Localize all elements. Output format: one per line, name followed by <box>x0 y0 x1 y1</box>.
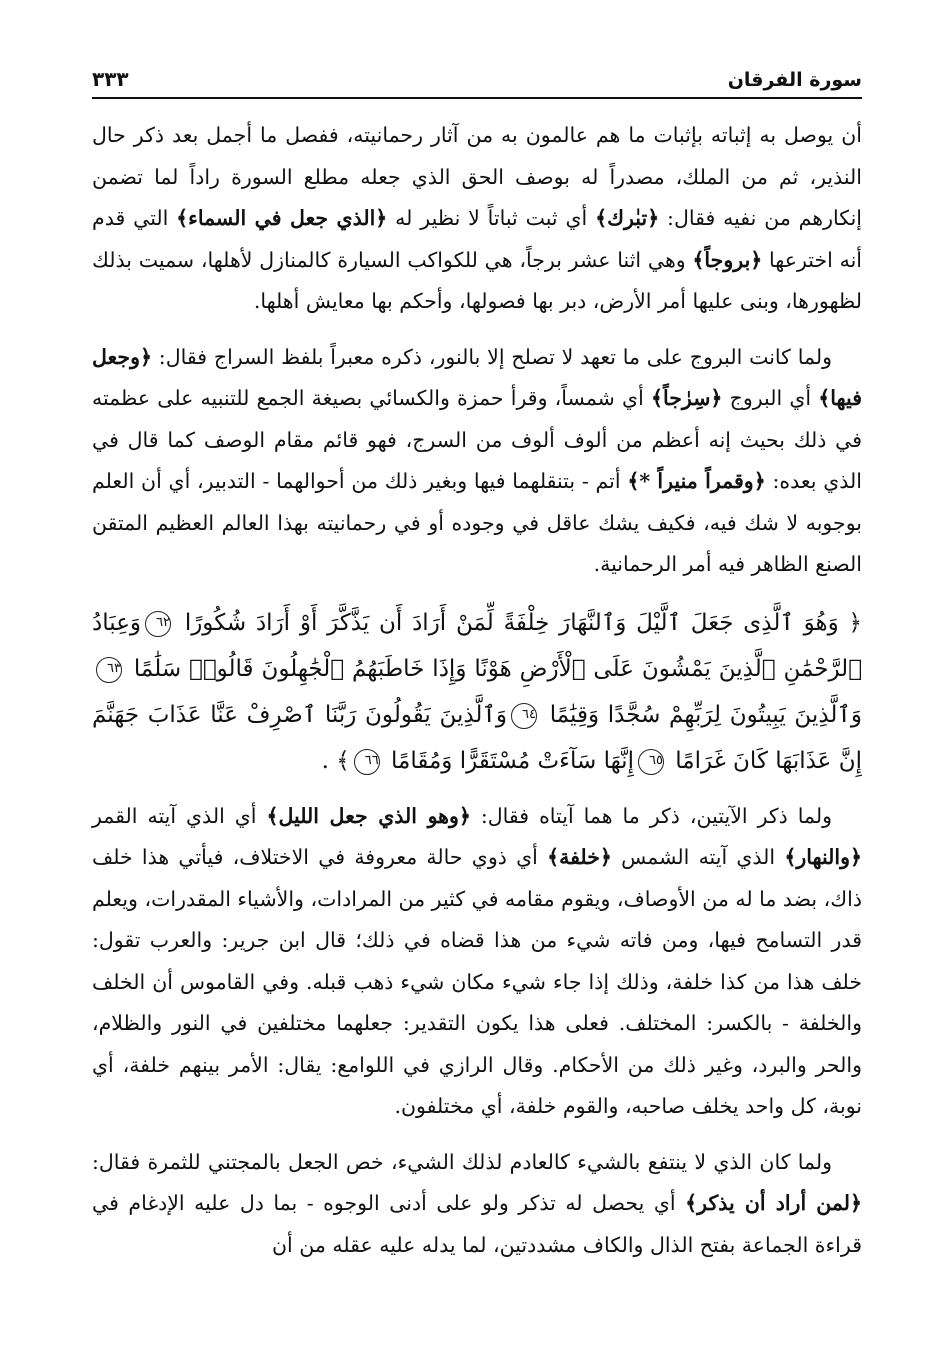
verse-number-marker: ٦٣ <box>96 657 122 683</box>
quran-quote: ﴿لمن أراد أن يذكر﴾ <box>685 1191 862 1215</box>
paragraph <box>92 796 862 1128</box>
verse-number-marker: ٦٦ <box>354 749 380 775</box>
paragraph-text: أي يحصل له تذكر ولو على أدنى الوجوه - بما دل عليه الإدغام في قراءة الجماعة بفتح الذال والكاف مشددتين، لما يدله عليه عقله من أن <box>92 1191 862 1257</box>
paragraph <box>92 337 862 586</box>
paragraph-text: أتم - بتنقلهما فيها وبغير ذلك من أحوالهما - التدبير، أي أن العلم بوجوبه لا شك فيه، فكيف يشك عاقل في وجوده أو في رحمانيته بهذا العالم العظيم المتقن الصنع الظاهر فيه أمر الرحمانية. <box>92 469 862 576</box>
quran-quote: ﴿سِرٰجاً﴾ <box>650 386 723 410</box>
paragraph <box>92 1142 862 1267</box>
paragraph-text: ولما كان الذي لا ينتفع بالشيء كالعادم لذلك الشيء، خص الجعل بالمجتني للثمرة فقال: <box>92 1149 832 1174</box>
quran-quote: ﴿تبٰرك﴾ <box>595 206 660 230</box>
paragraph-text: الذي آيته الشمس <box>611 845 785 869</box>
verse-text: ﴾ . <box>321 747 350 774</box>
surah-title: سورة الفرقان <box>727 69 862 91</box>
commentary-before-verses <box>92 115 862 586</box>
paragraph-text: أي الذي آيته القمر <box>92 803 267 828</box>
quran-quote: ﴿بروجاً﴾ <box>692 247 763 272</box>
paragraph-text: وهي اثنا عشر برجاً، هي للكواكب السيارة كالمنازل لأهلها، سميت بذلك لظهورها، وبنى عليها أمر الأرض، دبر بها فصولها، وأحكم بها معايش أهلها. <box>92 247 862 313</box>
verse-text: ﴿ وَهُوَ ٱلَّذِى جَعَلَ ٱلَّيْلَ وَٱلنَّهَارَ خِلْفَةً لِّمَنْ أَرَادَ أَن يَذَّكَّرَ أَوْ أَرَادَ شُكُورًا <box>184 609 862 636</box>
quran-quote: ﴿خلفة﴾ <box>547 845 612 869</box>
paragraph-text: ولما ذكر الآيتين، ذكر ما هما آيتاه فقال: <box>470 803 833 828</box>
paragraph-text: أي ثبت ثباتاً لا نظير له <box>387 206 596 230</box>
paragraph-text: ولما كانت البروج على ما تعهد لا تصلح إلا بالنور، ذكره معبراً بلفظ السراج فقال: <box>152 344 832 369</box>
quran-quote: ﴿الذي جعل في السماء﴾ <box>176 206 388 230</box>
paragraph <box>92 115 862 323</box>
quran-quote: ﴿والنهار﴾ <box>784 845 862 869</box>
book-page <box>92 55 862 1280</box>
paragraph-text: أي شمساً، وقرأ حمزة والكسائي بصيغة الجمع للتنبيه على عظمته في ذلك بحيث إنه أعظم من ألوف ألوف من السرج، فهو قائم مقام الوصف كما قال في الذي بعده: <box>92 386 862 493</box>
commentary-after-verses <box>92 796 862 1267</box>
verse-number-marker: ٦٢ <box>145 611 171 637</box>
verse-text: وَٱلَّذِينَ يَبِيتُونَ لِرَبِّهِمْ سُجَّدًا وَقِيَٰمًا <box>549 701 863 728</box>
page-content <box>92 115 862 1266</box>
verse-text: وَٱلَّذِينَ يَقُولُونَ رَبَّنَا ٱصْرِفْ عَنَّا عَذَابَ جَهَنَّمَ إِنَّ عَذَابَهَا كَانَ غَرَامًا <box>92 701 862 774</box>
quran-verses <box>92 600 862 784</box>
quran-quote: ﴿وقمراً منيراً *﴾ <box>627 469 766 493</box>
paragraph-text: أن يوصل به إثباته بإثبات ما هم عالمون به من آثار رحمانيته، ففصل ما أجمل بعد ذكر حال النذير، ثم من الملك، مصدراً له بوصف الحق الذي جعله مطلع السورة راداً لما تضمن إنكارهم من نفيه فقال: <box>92 123 862 230</box>
page-number: ٣٣٣ <box>92 67 129 91</box>
verse-number-marker: ٦٥ <box>638 749 664 775</box>
page-header <box>92 55 862 99</box>
verse-text: وَعِبَادُ ٱلرَّحْمَٰنِ ٱلَّذِينَ يَمْشُونَ عَلَى ٱلْأَرْضِ هَوْنًا وَإِذَا خَاطَبَهُمُ ٱلْجَٰهِلُونَ قَالُوا۟ سَلَٰمًا <box>92 609 862 682</box>
paragraph-text: التي قدم أنه اخترعها <box>92 206 862 272</box>
verse-text: إِنَّهَا سَآءَتْ مُسْتَقَرًّا وَمُقَامًا <box>391 747 634 774</box>
verse-number-marker: ٦٤ <box>511 703 537 729</box>
quran-quote: ﴿وهو الذي جعل الليل﴾ <box>266 803 471 828</box>
paragraph-text: أي البروج <box>722 386 819 410</box>
quran-quote: ﴿وجعل فيها﴾ <box>92 344 862 410</box>
paragraph-text: أي ذوي حالة معروفة في الاختلاف، فيأتي هذا خلف ذاك، بضد ما له من الأوصاف، ويقوم مقامه في كثير من المرادات، والأشياء المقدرات، ويعلم قدر التسامح فيها، ومن فاته شيء من هذا قضاه في ذلك؛ قال ابن جرير: والعرب تقول: خلف هذا من كذا خلفة، وذلك إذا جاء شيء مكان شيء ذهب قبله. وفي القاموس أن الخلف والخلفة - بالكسر: المختلف. فعلى هذا يكون التقدير: جعلهما مختلفين في النور والظلام، والحر والبرد، وغير ذلك من الأحكام. وقال الرازي في اللوامع: يقال: الأمر بينهم خلفة، أي نوبة، كل واحد يخلف صاحبه، والقوم خلفة، أي مختلفون. <box>92 845 862 1118</box>
